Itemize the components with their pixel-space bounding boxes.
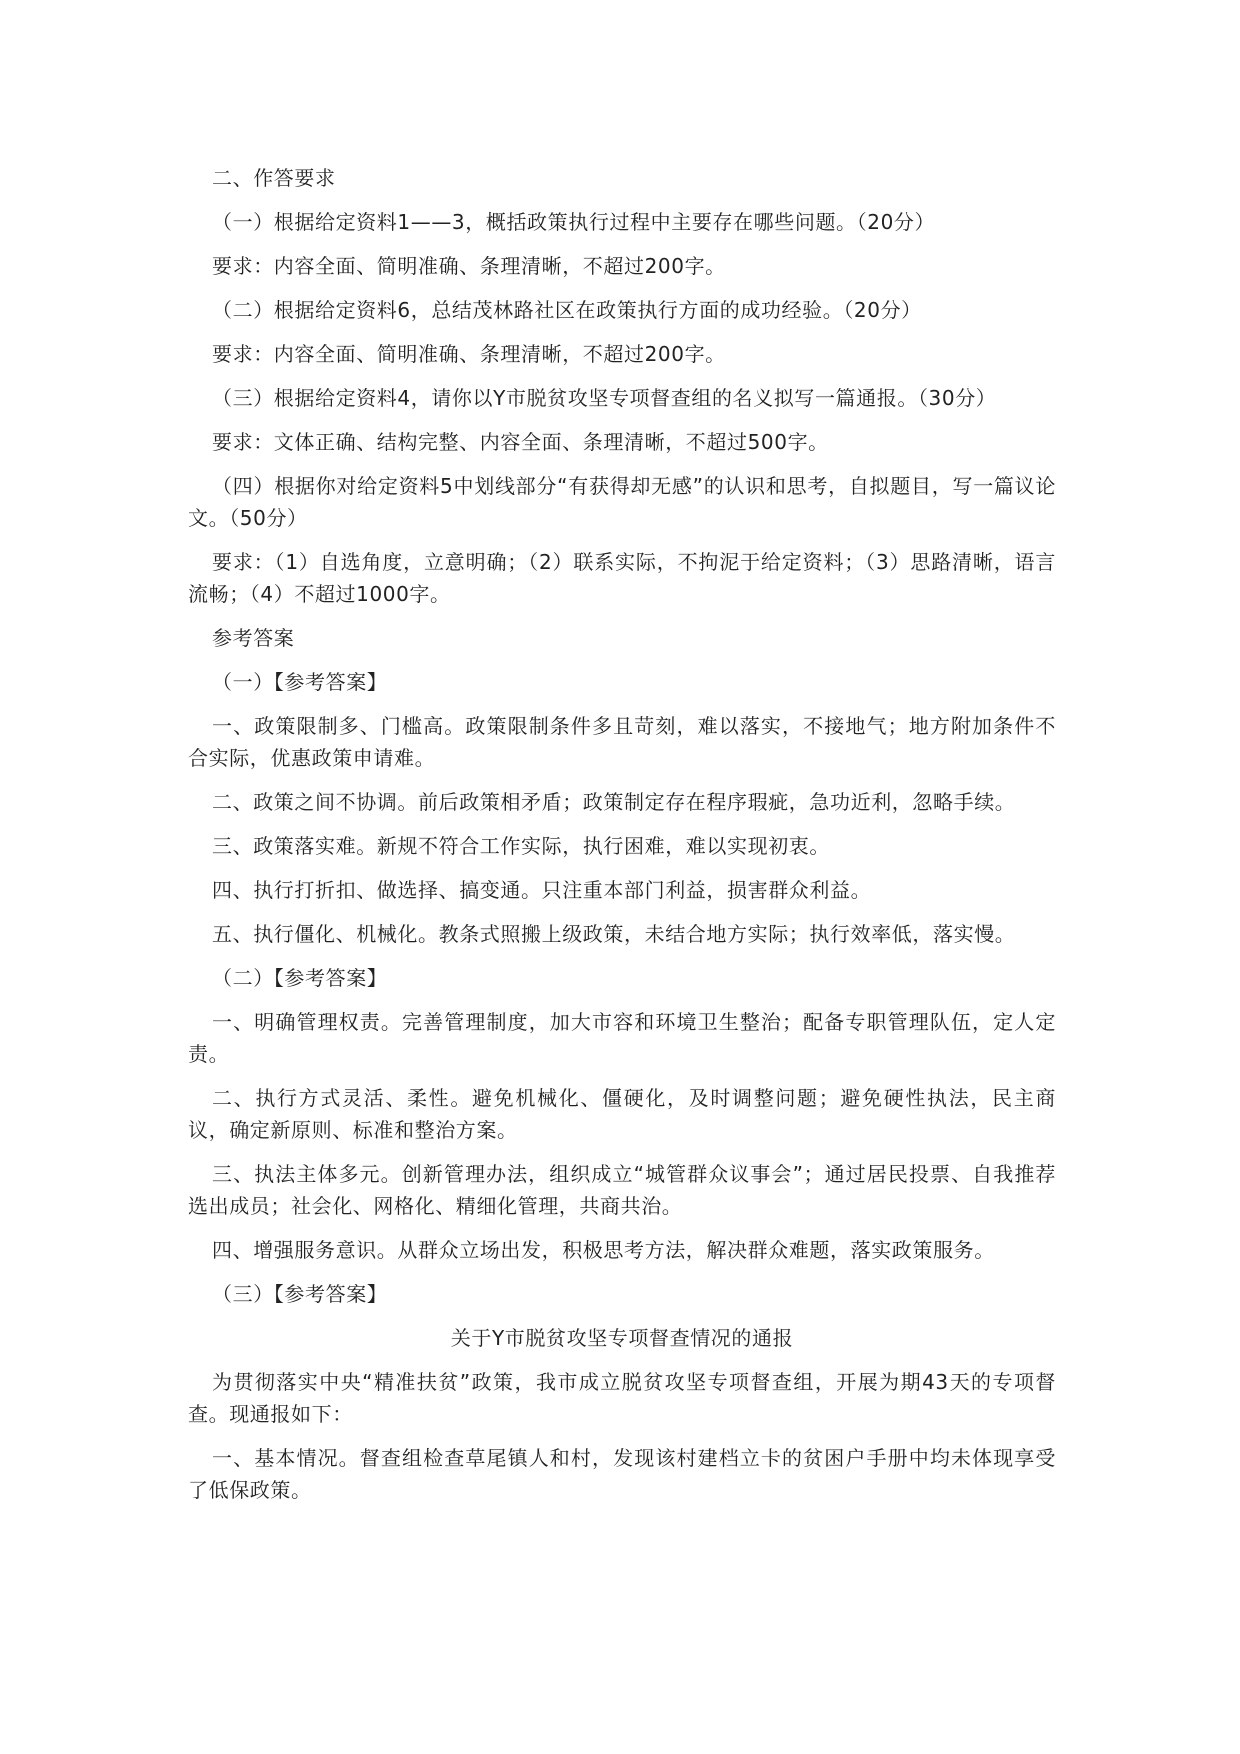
paragraph: （三）【参考答案】: [212, 1282, 388, 1306]
paragraph: 五、执行僵化、机械化。教条式照搬上级政策，未结合地方实际；执行效率低，落实慢。: [212, 922, 1016, 946]
paragraph: （二）【参考答案】: [212, 966, 388, 990]
paragraph: 要求：文体正确、结构完整、内容全面、条理清晰，不超过500字。: [212, 430, 829, 454]
paragraph: 二、执行方式灵活、柔性。避免机械化、僵硬化，及时调整问题；避免硬性执法，民主商议，确定新原则、标准和整治方案。: [188, 1086, 1056, 1142]
paragraph: 要求：内容全面、简明准确、条理清晰，不超过200字。: [212, 254, 726, 278]
paragraph: 要求：（1）自选角度，立意明确；（2）联系实际，不拘泥于给定资料；（3）思路清晰，语言流畅；（4）不超过1000字。: [188, 550, 1056, 606]
paragraph: （四）根据你对给定资料5中划线部分“有获得却无感”的认识和思考，自拟题目，写一篇议论文。（50分）: [188, 474, 1056, 530]
paragraph: （一）根据给定资料1——3，概括政策执行过程中主要存在哪些问题。（20分）: [212, 210, 936, 234]
notice-title: 关于Y市脱贫攻坚专项督查情况的通报: [450, 1326, 794, 1350]
paragraph: 三、政策落实难。新规不符合工作实际，执行困难，难以实现初衷。: [212, 834, 830, 858]
paragraph: 参考答案: [212, 626, 295, 650]
paragraph: （三）根据给定资料4，请你以Y市脱贫攻坚专项督查组的名义拟写一篇通报。（30分）: [212, 386, 997, 410]
paragraph: 一、明确管理权责。完善管理制度，加大市容和环境卫生整治；配备专职管理队伍，定人定责。: [188, 1010, 1056, 1066]
paragraph: （二）根据给定资料6，总结茂林路社区在政策执行方面的成功经验。（20分）: [212, 298, 922, 322]
paragraph: 二、政策之间不协调。前后政策相矛盾；政策制定存在程序瑕疵，急功近利，忽略手续。: [212, 790, 1016, 814]
paragraph: 二、作答要求: [212, 166, 336, 190]
paragraph: 一、基本情况。督查组检查草尾镇人和村，发现该村建档立卡的贫困户手册中均未体现享受了低保政策。: [188, 1446, 1056, 1502]
paragraph: 三、执法主体多元。创新管理办法，组织成立“城管群众议事会”；通过居民投票、自我推荐选出成员；社会化、网格化、精细化管理，共商共治。: [188, 1162, 1056, 1218]
paragraph: 为贯彻落实中央“精准扶贫”政策，我市成立脱贫攻坚专项督查组，开展为期43天的专项督查。现通报如下：: [188, 1370, 1056, 1426]
paragraph: （一）【参考答案】: [212, 670, 388, 694]
paragraph: 一、政策限制多、门槛高。政策限制条件多且苛刻，难以落实，不接地气；地方附加条件不合实际，优惠政策申请难。: [188, 714, 1056, 770]
paragraph: 四、增强服务意识。从群众立场出发，积极思考方法，解决群众难题，落实政策服务。: [212, 1238, 995, 1262]
document-page: [188, 162, 1056, 1518]
paragraph: 要求：内容全面、简明准确、条理清晰，不超过200字。: [212, 342, 726, 366]
paragraph: 四、执行打折扣、做选择、搞变通。只注重本部门利益，损害群众利益。: [212, 878, 872, 902]
